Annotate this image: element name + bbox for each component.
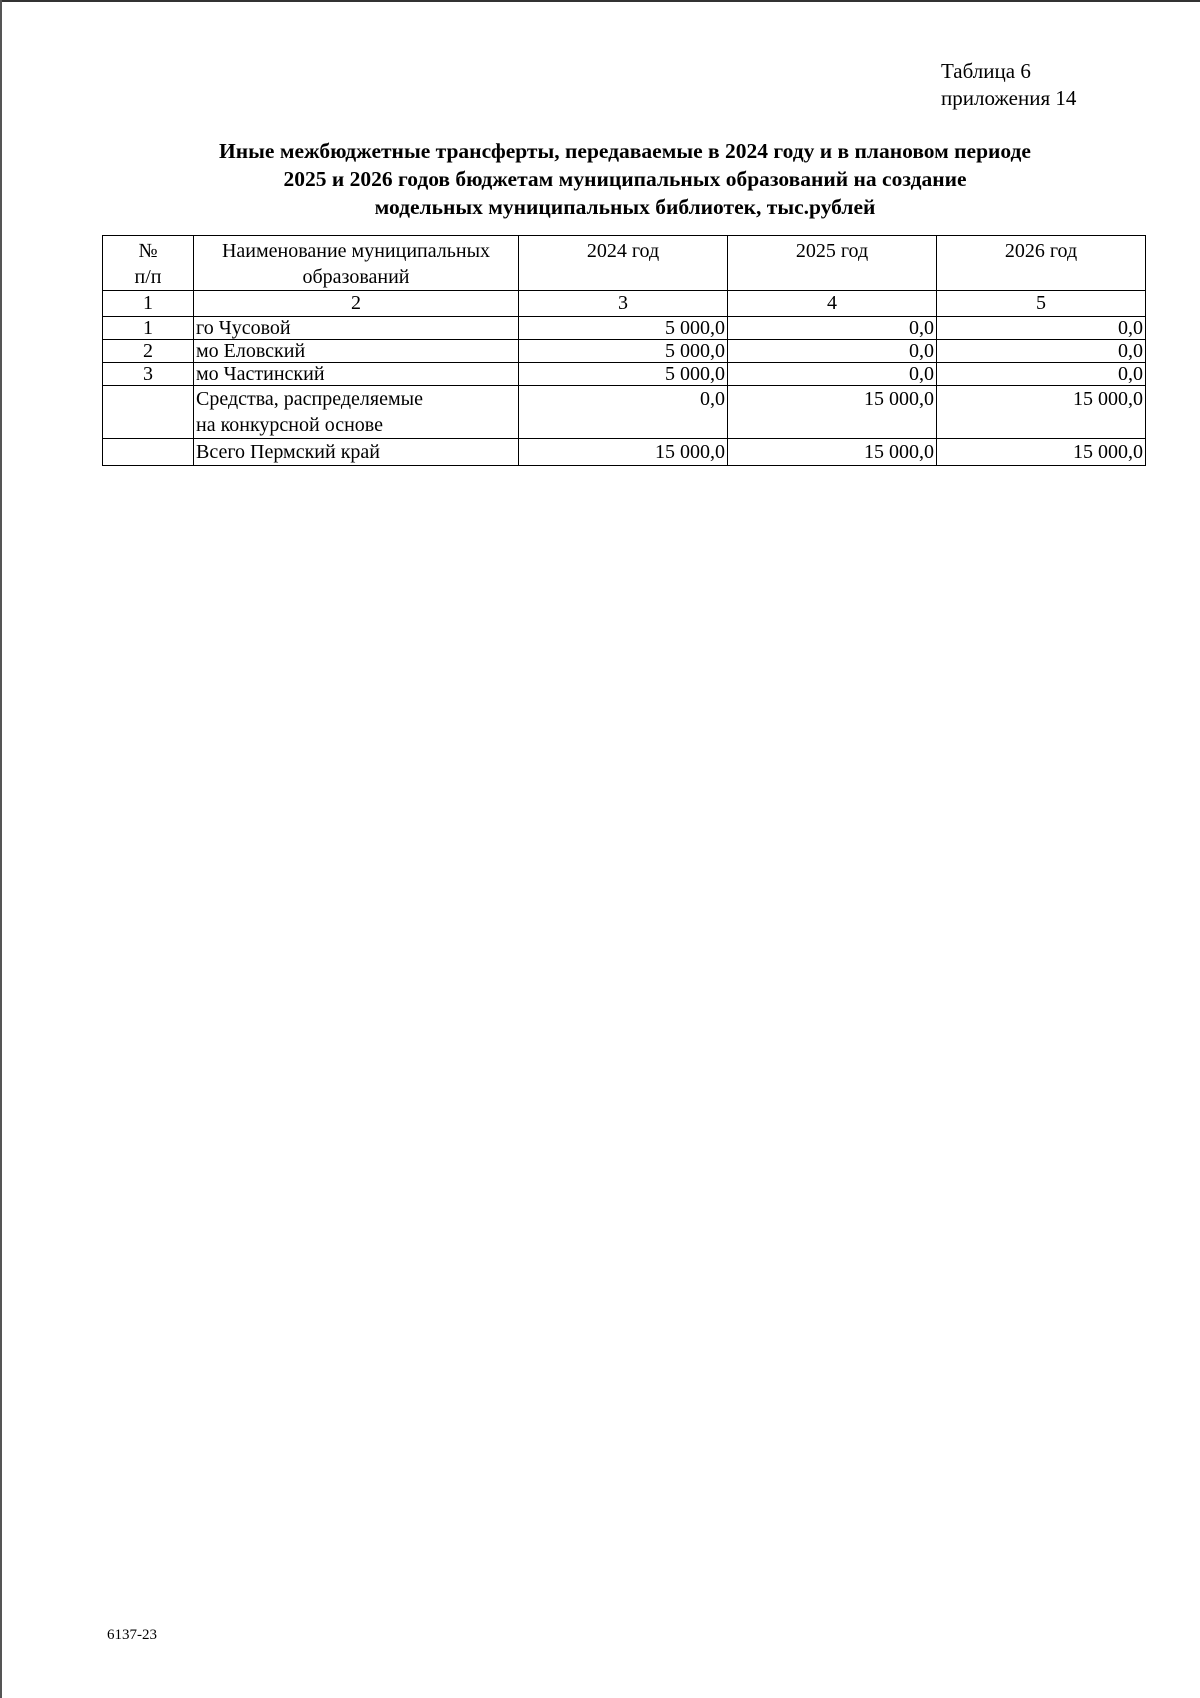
header-name [194, 236, 519, 291]
row-value-2026: 0,0 [937, 317, 1146, 340]
row-num: 3 [103, 363, 194, 386]
column-number: 4 [728, 291, 937, 317]
row-name: Всего Пермский край [194, 439, 519, 466]
row-name: мо Еловский [194, 340, 519, 363]
table-ref-line1: Таблица 6 [941, 59, 1031, 83]
table-row [103, 340, 1146, 363]
row-value-2025: 0,0 [728, 340, 937, 363]
header-name-line1: Наименование муниципальных [221, 240, 491, 262]
row-value-2026: 0,0 [937, 363, 1146, 386]
header-2026: 2026 год [937, 236, 1146, 291]
document-code: 6137-23 [107, 1627, 157, 1643]
header-name-line2: образований [302, 266, 410, 288]
row-value-2024: 15 000,0 [519, 439, 728, 466]
table-row [103, 317, 1146, 340]
row-name [194, 386, 519, 439]
row-num: 2 [103, 340, 194, 363]
transfers-table [102, 235, 1146, 466]
header-num-line2: п/п [134, 266, 162, 288]
column-number: 5 [937, 291, 1146, 317]
row-num [103, 439, 194, 466]
column-number-row [103, 291, 1146, 317]
page-edge-top [0, 0, 1200, 2]
row-value-2024: 0,0 [519, 386, 728, 439]
row-value-2025: 0,0 [728, 363, 937, 386]
header-num-line1: № [138, 240, 158, 262]
row-value-2025: 15 000,0 [728, 386, 937, 439]
column-number: 2 [194, 291, 519, 317]
row-value-2025: 15 000,0 [728, 439, 937, 466]
row-name: го Чусовой [194, 317, 519, 340]
document-title [150, 137, 1100, 221]
column-number: 1 [103, 291, 194, 317]
row-num [103, 386, 194, 439]
row-value-2024: 5 000,0 [519, 340, 728, 363]
row-value-2025: 0,0 [728, 317, 937, 340]
row-value-2026: 15 000,0 [937, 439, 1146, 466]
header-2024: 2024 год [519, 236, 728, 291]
row-name-line2: на конкурсной основе [196, 414, 383, 436]
row-num: 1 [103, 317, 194, 340]
header-2025: 2025 год [728, 236, 937, 291]
header-num [103, 236, 194, 291]
row-value-2024: 5 000,0 [519, 363, 728, 386]
row-value-2026: 15 000,0 [937, 386, 1146, 439]
table-header-row [103, 236, 1146, 291]
title-line3: модельных муниципальных библиотек, тыс.рублей [374, 195, 876, 219]
row-name-line1: Средства, распределяемые [196, 388, 423, 410]
table-reference [941, 58, 1076, 112]
page-edge-left [0, 0, 2, 1698]
table-row-competitive [103, 386, 1146, 439]
row-value-2024: 5 000,0 [519, 317, 728, 340]
row-name: мо Частинский [194, 363, 519, 386]
title-line2: 2025 и 2026 годов бюджетам муниципальных образований на создание [283, 167, 967, 191]
column-number: 3 [519, 291, 728, 317]
row-value-2026: 0,0 [937, 340, 1146, 363]
title-line1: Иные межбюджетные трансферты, передаваемые в 2024 году и в плановом периоде [219, 139, 1031, 163]
table-row-total [103, 439, 1146, 466]
table-ref-line2: приложения 14 [941, 86, 1077, 110]
table-row [103, 363, 1146, 386]
